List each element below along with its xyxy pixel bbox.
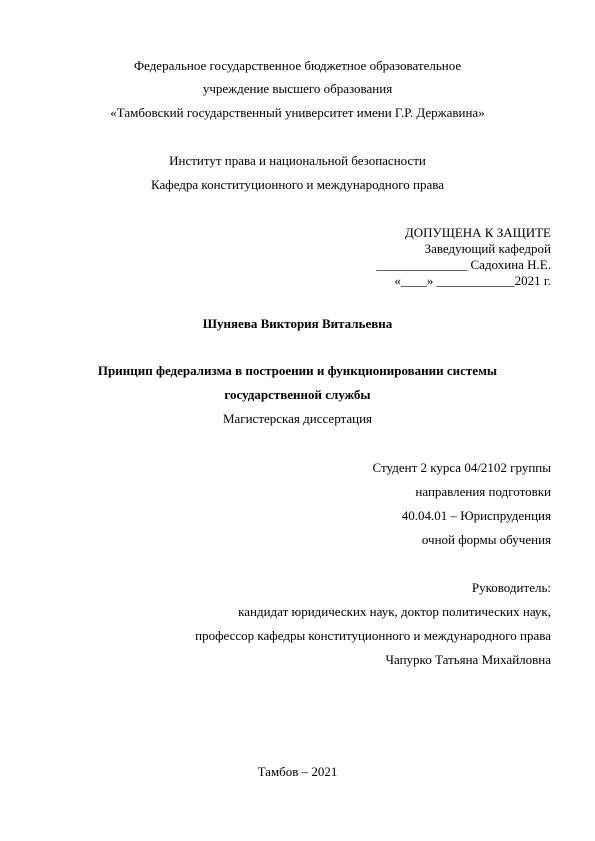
header-line-2: учреждение высшего образования <box>202 81 393 96</box>
institute-name: Институт права и национальной безопасности <box>169 153 426 168</box>
student-line-3: 40.04.01 – Юриспруденция <box>401 508 551 523</box>
header-line-1: Федеральное государственное бюджетное образовательное <box>133 58 462 73</box>
student-line-1: Студент 2 курса 04/2102 группы <box>372 460 551 475</box>
city-year: Тамбов – 2021 <box>257 764 338 779</box>
approval-signature: ______________ Садохина Н.Е. <box>376 257 551 272</box>
approval-date: «____» ____________2021 г. <box>394 273 551 288</box>
supervisor-name: Чапурко Татьяна Михайловна <box>385 652 551 667</box>
thesis-title-line-2: государственной службы <box>224 387 371 402</box>
thesis-type: Магистерская диссертация <box>222 411 373 426</box>
department-name: Кафедра конституционного и международного права <box>151 177 444 192</box>
approval-role: Заведующий кафедрой <box>424 241 551 256</box>
student-line-2: направления подготовки <box>415 484 551 499</box>
supervisor-label: Руководитель: <box>471 580 551 595</box>
supervisor-position: профессор кафедры конституционного и международного права <box>195 628 551 643</box>
student-line-4: очной формы обучения <box>421 532 551 547</box>
approval-title: ДОПУЩЕНА К ЗАЩИТЕ <box>404 225 551 240</box>
author-name: Шуняева Виктория Витальевна <box>202 316 393 331</box>
supervisor-degree: кандидат юридических наук, доктор политических наук, <box>238 604 551 619</box>
header-line-3: «Тамбовский государственный университет имени Г.Р. Державина» <box>110 105 485 120</box>
thesis-title-line-1: Принцип федерализма в построении и функционировании системы <box>97 363 498 378</box>
